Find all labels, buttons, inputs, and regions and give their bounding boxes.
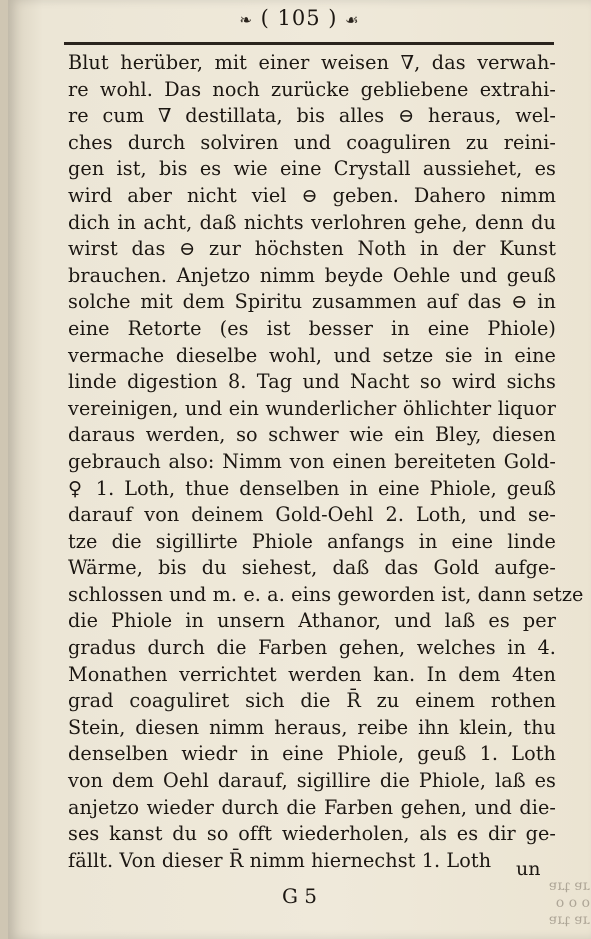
text-line: wird aber nicht viel ⊖ geben. Dahero nimm [68, 183, 556, 207]
text-line: ses kanst du so offt wiederholen, als es dir ge- [68, 822, 556, 846]
text-line: vermache dieselbe wohl, und setze sie in eine [68, 343, 556, 367]
text-line: re wohl. Das noch zurücke gebliebene extrahi- [68, 77, 556, 101]
text-line: denselben wiedr in eine Phiole, geuß 1. Loth [68, 742, 556, 766]
text-line: linde digestion 8. Tag und Nacht so wird sichs [68, 370, 556, 394]
text-line: ♀ 1. Loth, thue denselben in eine Phiole, geuß [68, 476, 556, 500]
book-page [8, 0, 591, 939]
text-line: brauchen. Anjetzo nimm beyde Oehle und geuß [68, 263, 556, 287]
text-line: grad coaguliret sich die R̄ zu einem rothen [68, 689, 556, 713]
bleed-through-line: ɹɐ ʇɹɐ [549, 912, 590, 928]
page-header [8, 6, 591, 30]
text-line: gradus durch die Farben gehen, welches in 4. [68, 636, 556, 660]
text-line: eine Retorte (es ist besser in eine Phiole) [68, 316, 556, 340]
text-line: von dem Oehl darauf, sigillire die Phiole, laß es [68, 769, 556, 793]
text-line: gen ist, bis es wie eine Crystall aussiehet, es [68, 157, 556, 181]
catchword: un [516, 858, 541, 880]
text-line: wirst das ⊖ zur höchsten Noth in der Kunst [68, 237, 556, 261]
signature-mark: G 5 [281, 884, 318, 908]
text-line: tze die sigillirte Phiole anfangs in eine linde [68, 529, 556, 553]
page-number: ( 105 ) [260, 6, 338, 30]
text-line: Blut herüber, mit einer weisen ∇, das verwah- [68, 51, 556, 74]
text-line: vereinigen, und ein wunderlicher öhlichter liquor [68, 396, 556, 420]
bleed-through-line: o o o [555, 895, 590, 911]
text-line: Monathen verrichtet werden kan. In dem 4ten [68, 662, 556, 686]
text-line: re cum ∇ destillata, bis alles ⊖ heraus, wel- [68, 104, 556, 128]
text-line: die Phiole in unsern Athanor, und laß es per [68, 609, 556, 633]
text-line: ches durch solviren und coaguliren zu reini- [68, 130, 556, 154]
header-rule [64, 42, 554, 45]
header-ornament-right-icon: ☙ [345, 11, 360, 29]
text-line: gebrauch also: Nimm von einen bereiteten Gold- [68, 449, 556, 473]
text-line: daraus werden, so schwer wie ein Bley, diesen [68, 423, 556, 447]
text-line: anjetzo wieder durch die Farben gehen, und die- [68, 795, 556, 819]
text-line: schlossen und m. e. a. eins geworden ist, dann setze [68, 582, 584, 606]
text-line: Wärme, bis du siehest, daß das Gold aufge- [68, 556, 556, 580]
text-line: Stein, diesen nimm heraus, reibe ihn klein, thu [68, 715, 556, 739]
text-line: solche mit dem Spiritu zusammen auf das ⊖ in [68, 290, 556, 314]
text-body [68, 50, 584, 874]
text-line: darauf von deinem Gold-Oehl 2. Loth, und se- [68, 503, 556, 527]
header-ornament-left-icon: ❧ [239, 11, 253, 29]
text-line: dich in acht, daß nichts verlohren gehe, denn du [68, 210, 556, 234]
text-line: fällt. Von dieser R̄ nimm hiernechst 1. Loth [68, 848, 492, 872]
bleed-through-text [530, 878, 590, 929]
bleed-through-line: ɹɐ ʇɹɐ [549, 878, 590, 894]
